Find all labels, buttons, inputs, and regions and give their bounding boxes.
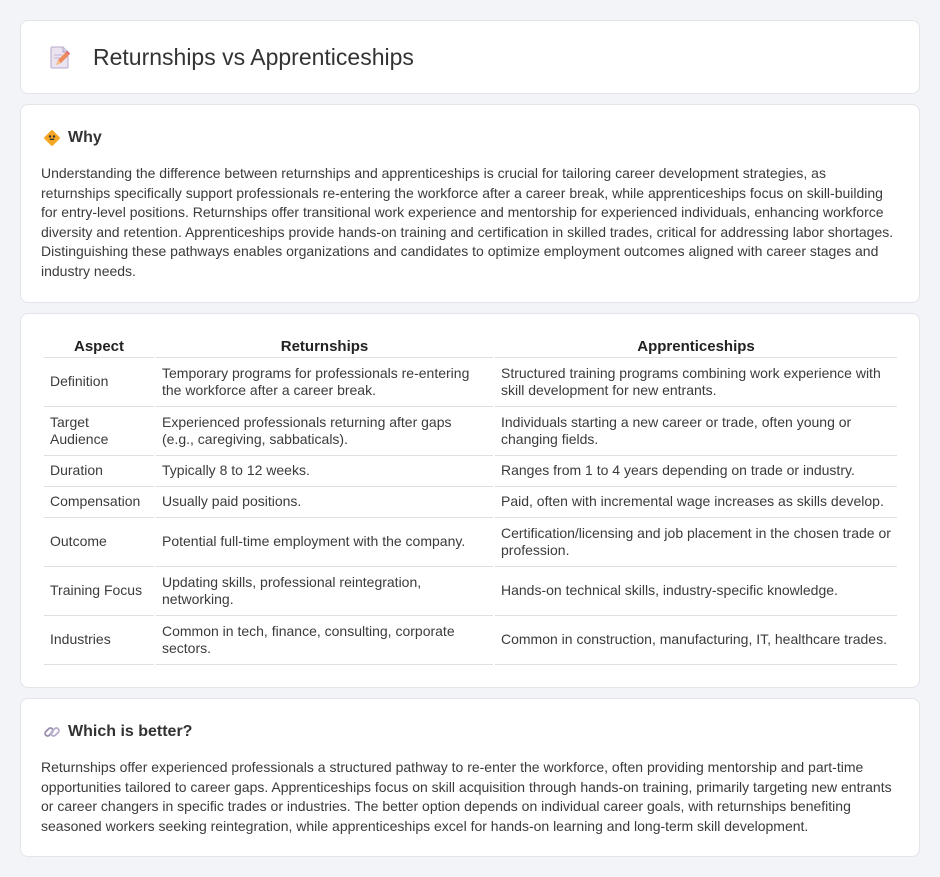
table-row — [44, 518, 897, 567]
aspect-cell: Outcome — [44, 518, 154, 567]
comparison-section — [20, 313, 920, 688]
returnships-cell: Temporary programs for professionals re-entering the workforce after a career break. — [156, 358, 493, 407]
apprenticeships-cell: Common in construction, manufacturing, IT, healthcare trades. — [495, 616, 897, 665]
apprenticeships-cell: Ranges from 1 to 4 years depending on trade or industry. — [495, 456, 897, 487]
header-aspect: Aspect — [44, 336, 154, 358]
returnships-cell: Updating skills, professional reintegration, networking. — [156, 567, 493, 616]
returnships-cell: Common in tech, finance, consulting, corporate sectors. — [156, 616, 493, 665]
aspect-cell: Duration — [44, 456, 154, 487]
comparison-table — [42, 336, 899, 665]
why-body: Understanding the difference between returnships and apprenticeships is crucial for tailoring career development strategies, as returnships specifically support professionals re-entering the workforce after a career break, while apprenticeships focus on skill-building for entry-level positions. Returnships offer transitional work experience and mentorship for experienced individuals, enhancing workforce diversity and retention. Apprenticeships provide hands-on training and certification in skilled trades, critical for addressing labor shortages. Distinguishing these pathways enables organizations and candidates to optimize employment outcomes aligned with career stages and industry needs. — [41, 165, 894, 279]
returnships-cell: Experienced professionals returning after gaps (e.g., caregiving, sabbaticals). — [156, 407, 493, 456]
which-is-better-section — [20, 698, 920, 857]
aspect-cell: Industries — [44, 616, 154, 665]
aspect-cell: Compensation — [44, 487, 154, 518]
table-row — [44, 487, 897, 518]
apprenticeships-cell: Certification/licensing and job placement in the chosen trade or profession. — [495, 518, 897, 567]
returnships-cell: Usually paid positions. — [156, 487, 493, 518]
aspect-cell: Target Audience — [44, 407, 154, 456]
link-icon — [42, 722, 62, 742]
table-row — [44, 407, 897, 456]
apprenticeships-cell: Paid, often with incremental wage increases as skills develop. — [495, 487, 897, 518]
construction-sign-icon — [42, 128, 62, 148]
header-apprenticeships: Apprenticeships — [495, 336, 897, 358]
which-is-better-title: Which is better? — [68, 723, 193, 740]
returnships-cell: Typically 8 to 12 weeks. — [156, 456, 493, 487]
aspect-cell: Definition — [44, 358, 154, 407]
why-title: Why — [68, 129, 102, 146]
why-section — [20, 104, 920, 303]
document-pencil-icon — [47, 44, 73, 70]
table-row — [44, 358, 897, 407]
table-header-row — [44, 336, 897, 358]
which-is-better-body: Returnships offer experienced professionals a structured pathway to re-enter the workforce, often providing mentorship and part-time opportunities tailored to career gaps. Apprenticeships focus on skill acquisition through hands-on training, primarily targeting new entrants or career changers in specific trades or industries. The better option depends on individual career goals, with returnships benefiting seasoned workers seeking reintegration, while apprenticeships excel for hands-on learning and long-term skill development. — [41, 759, 892, 834]
returnships-cell: Potential full-time employment with the company. — [156, 518, 493, 567]
table-row — [44, 616, 897, 665]
header-card — [20, 20, 920, 94]
page-title: Returnships vs Apprenticeships — [93, 43, 414, 70]
header-returnships: Returnships — [156, 336, 493, 358]
apprenticeships-cell: Hands-on technical skills, industry-specific knowledge. — [495, 567, 897, 616]
aspect-cell: Training Focus — [44, 567, 154, 616]
table-row — [44, 456, 897, 487]
apprenticeships-cell: Individuals starting a new career or trade, often young or changing fields. — [495, 407, 897, 456]
apprenticeships-cell: Structured training programs combining work experience with skill development for new entrants. — [495, 358, 897, 407]
table-row — [44, 567, 897, 616]
